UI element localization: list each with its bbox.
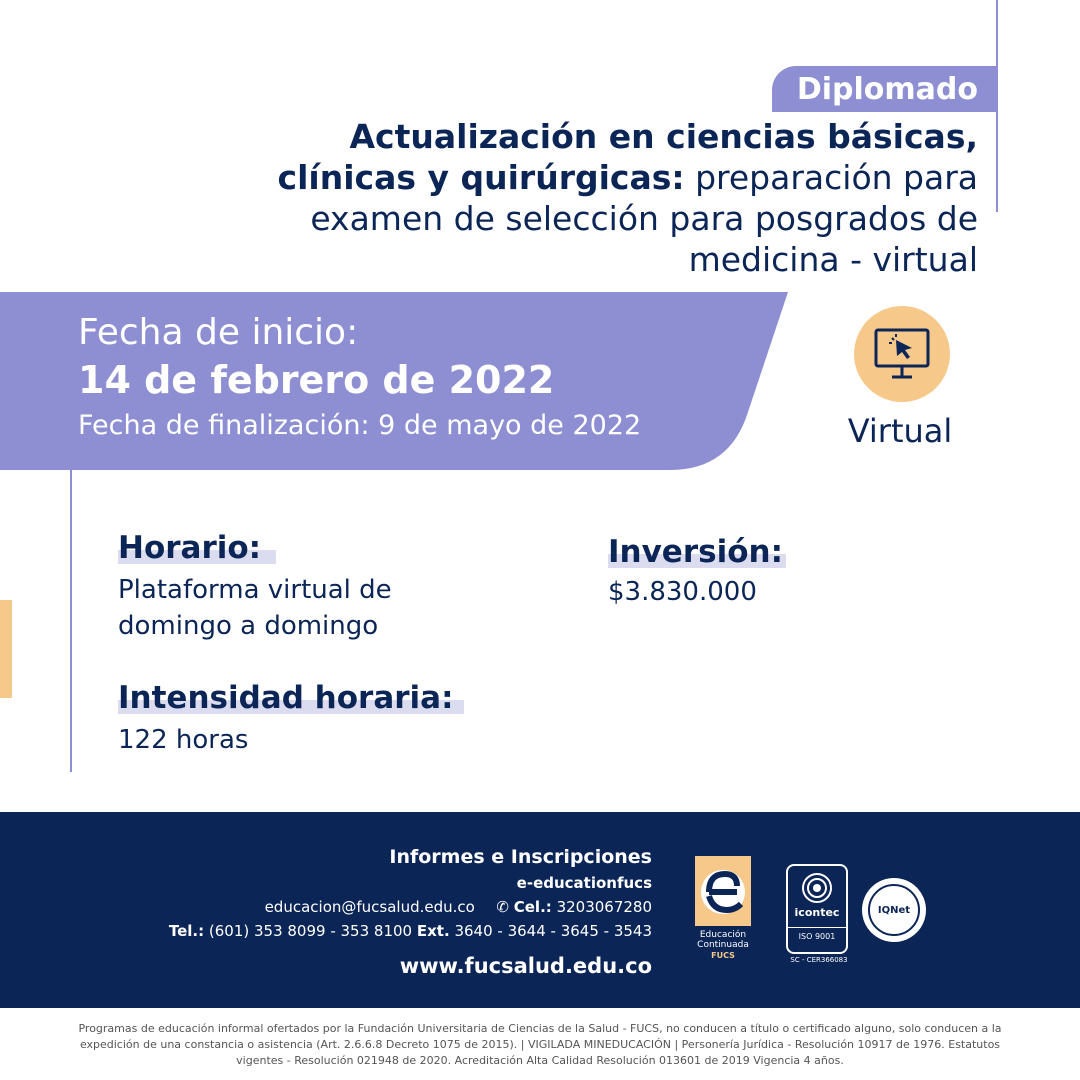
iqnet-logo: IQNet [862,878,926,942]
ext-label: Ext. [416,922,450,940]
ext-number: 3640 - 3644 - 3645 - 3543 [454,922,652,940]
email-link[interactable]: educacion@fucsalud.edu.co [264,898,475,916]
educacion-continuada-logo: Educación Continuada FUCS [694,856,752,962]
intensity-heading: Intensidad horaria: [118,680,454,716]
schedule-line-2: domingo a domingo [118,611,379,641]
contact-line [265,898,652,916]
monitor-cursor-icon [872,326,932,382]
website-link[interactable]: www.fucsalud.edu.co [399,954,652,978]
icontec-certificate-code: SC - CER366083 [790,956,848,964]
virtual-badge [854,306,950,402]
investment-heading: Inversión: [608,534,783,570]
program-type-badge [772,66,996,112]
left-accent-bar [0,600,12,698]
program-title [218,116,978,280]
whatsapp-icon: ✆ [496,898,509,916]
social-handle[interactable]: e-educationfucs [516,874,652,892]
legal-disclaimer: Programas de educación informal ofertados por la Fundación Universitaria de Ciencias de la Salud - FUCS, no conducen a título o certificado alguno, solo conducen a la expedición de una constancia o asistencia (Art. 2.6.6.8 Decreto 1075 de 2015). | VIGILADA MINEDUCACIÓN | Personería Jurídica - Resolución 10917 de 1976. Estatutos vigentes - Resolución 021948 de 2020. Acreditación Alta Calidad Resolución 013601 de 2019 Vigencia 4 años. [78,1022,1002,1067]
program-title-regular: preparación para examen de selección para posgrados de medicina - virtual [310,158,978,279]
left-divider-line [70,470,72,772]
tel-number[interactable]: (601) 353 8099 - 353 8100 [208,922,413,940]
schedule-heading: Horario: [118,530,261,566]
phone-line [169,922,652,940]
schedule-text [118,572,392,644]
cel-label: Cel.: [513,898,552,916]
schedule-line-1: Plataforma virtual de [118,575,392,605]
top-divider-line [996,0,998,212]
e-logo-icon [695,856,751,926]
end-date: Fecha de finalización: 9 de mayo de 2022 [78,410,642,441]
footer-title: Informes e Inscripciones [389,846,652,868]
badge-label: Diplomado [796,71,978,107]
cel-number[interactable]: 3203067280 [556,898,652,916]
investment-value: $3.830.000 [608,577,757,607]
modality-label: Virtual [847,412,953,450]
intensity-value: 122 horas [118,725,249,755]
icontec-logo: icontec ISO 9001 [786,864,848,954]
program-title-bold: Actualización en ciencias básicas, clínicas y quirúrgicas: [277,117,978,197]
start-date: 14 de febrero de 2022 [78,358,555,402]
tel-label: Tel.: [168,922,205,940]
start-date-label: Fecha de inicio: [78,312,359,353]
